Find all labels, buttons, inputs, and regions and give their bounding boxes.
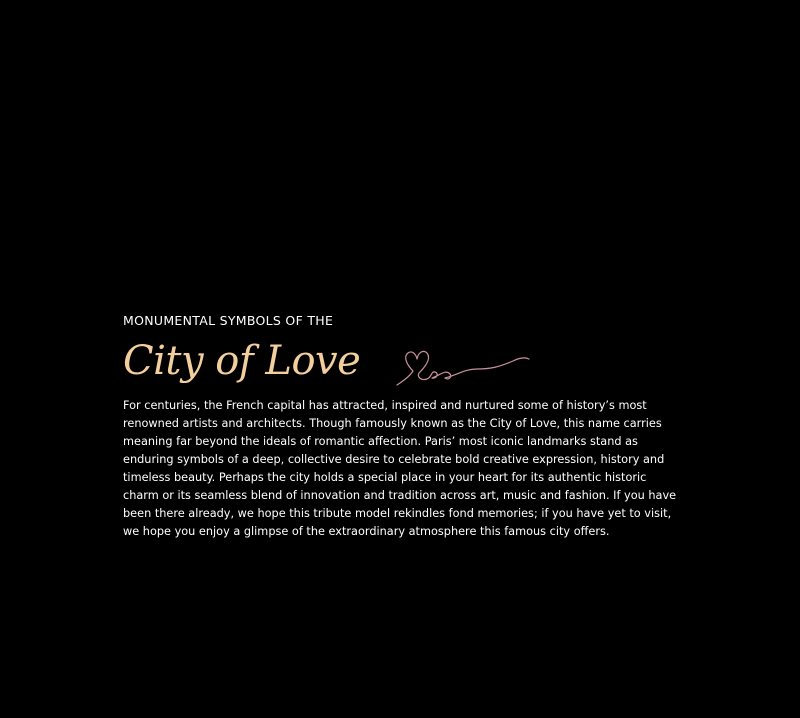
section-eyebrow: MONUMENTAL SYMBOLS OF THE <box>123 313 334 328</box>
heart-flourish-icon <box>395 345 531 397</box>
title-row <box>123 337 683 393</box>
section-body: For centuries, the French capital has attracted, inspired and nurtured some of history’s most renowned artists and architects. Though famously known as the City of Love, this name carries meaning far beyond the ideals of romantic affection. Paris’ most iconic landmarks stand as enduring symbols of a deep, collective desire to celebrate bold creative expression, history and timeless beauty. Perhaps the city holds a special place in your heart for its authentic historic charm or its seamless blend of innovation and tradition across art, music and fashion. If you have been there already, we hope this tribute model rekindles fond memories; if you have yet to visit, we hope you enjoy a glimpse of the extraordinary atmosphere this famous city offers. <box>123 399 677 538</box>
intro-section <box>123 313 683 541</box>
section-title: City of Love <box>123 338 361 384</box>
